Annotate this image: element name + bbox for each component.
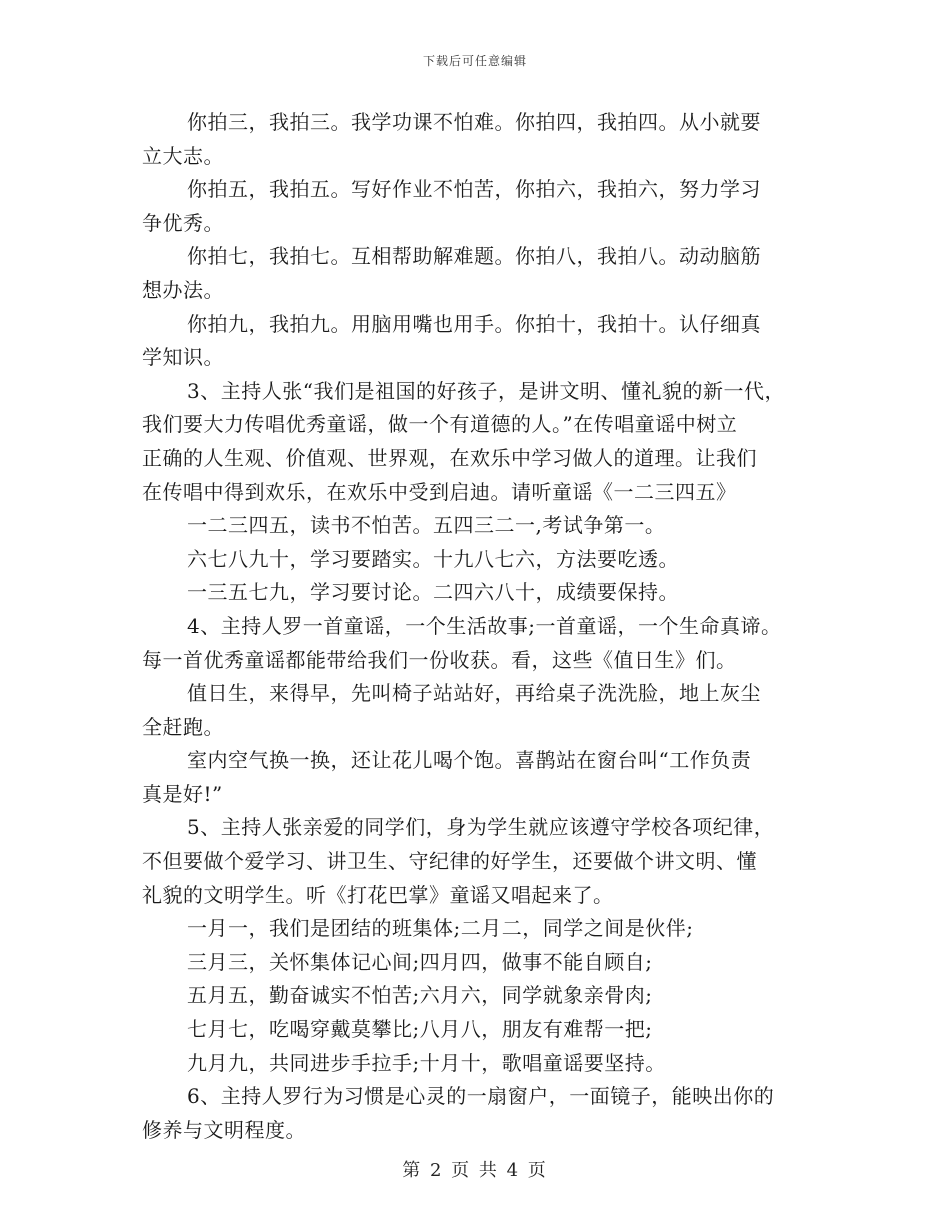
text-line: 在传唱中得到欢乐，在欢乐中受到启迪。请听童谣《一二三四五》 [142, 479, 737, 504]
text-line: 正确的人生观、价值观、世界观，在欢乐中学习做人的道理。让我们 [142, 445, 757, 470]
text-line: 想办法。 [142, 277, 224, 302]
text-line: 你拍三，我拍三。我学功课不怕难。你拍四，我拍四。从小就要 [187, 110, 761, 134]
text-line: 你拍九，我拍九。用脑用嘴也用手。你拍十，我拍十。认仔细真 [187, 311, 761, 336]
text-line: 七月七，吃喝穿戴莫攀比;八月八，朋友有难帮一把; [187, 1017, 653, 1042]
text-line: 九月九，共同进步手拉手;十月十，歌唱童谣要坚持。 [187, 1050, 666, 1075]
text-line: 不但要做个爱学习、讲卫生、守纪律的好学生，还要做个讲文明、懂 [142, 849, 757, 874]
text-line: 每一首优秀童谣都能带给我们一份收获。看，这些《值日生》们。 [142, 647, 737, 672]
text-line: 争优秀。 [142, 210, 224, 235]
text-line: 6、主持人罗行为习惯是心灵的一扇窗户，一面镜子，能映出你的 [187, 1084, 775, 1109]
text-line: 你拍七，我拍七。互相帮助解难题。你拍八，我拍八。动动脑筋 [187, 244, 761, 269]
text-line: 我们要大力传唱优秀童谣，做一个有道德的人。”在传唱童谣中树立 [142, 412, 738, 437]
text-line: 一二三四五，读书不怕苦。五四三二一,考试争第一。 [187, 513, 666, 538]
text-line: 一三五七九，学习要讨论。二四六八十，成绩要保持。 [187, 580, 679, 605]
text-line: 一月一，我们是团结的班集体;二月二，同学之间是伙伴; [187, 916, 694, 941]
text-line: 礼貌的文明学生。听《打花巴掌》童谣又唱起来了。 [142, 882, 614, 907]
text-line: 学知识。 [142, 345, 224, 370]
text-line: 你拍五，我拍五。写好作业不怕苦，你拍六，我拍六，努力学习 [187, 177, 761, 202]
text-line: 5、主持人张亲爱的同学们，身为学生就应该遵守学校各项纪律， [187, 815, 775, 840]
text-line: 4、主持人罗一首童谣，一个生活故事;一首童谣，一个生命真谛。 [187, 613, 782, 638]
text-line: 立大志。 [142, 143, 224, 168]
page-footer: 第 2 页 共 4 页 [402, 1160, 548, 1181]
text-line: 五月五，勤奋诚实不怕苦;六月六，同学就象亲骨肉; [187, 983, 653, 1008]
text-line: 全赶跑。 [142, 714, 224, 739]
text-line: 三月三，关怀集体记心间;四月四，做事不能自顾自; [187, 949, 653, 974]
page-header: 下载后可任意编辑 [422, 54, 527, 68]
text-line: 六七八九十，学习要踏实。十九八七六，方法要吃透。 [187, 546, 679, 571]
text-line: 3、主持人张“我们是祖国的好孩子，是讲文明、懂礼貌的新一代， [187, 378, 785, 403]
text-line: 值日生，来得早，先叫椅子站站好，再给桌子洗洗脸，地上灰尘 [187, 681, 761, 706]
document-body [142, 106, 814, 1147]
text-line: 室内空气换一换，还让花儿喝个饱。喜鹊站在窗台叫“工作负责 [187, 748, 752, 773]
text-line: 修养与文明程度。 [142, 1117, 306, 1142]
text-line: 真是好!” [142, 781, 223, 806]
